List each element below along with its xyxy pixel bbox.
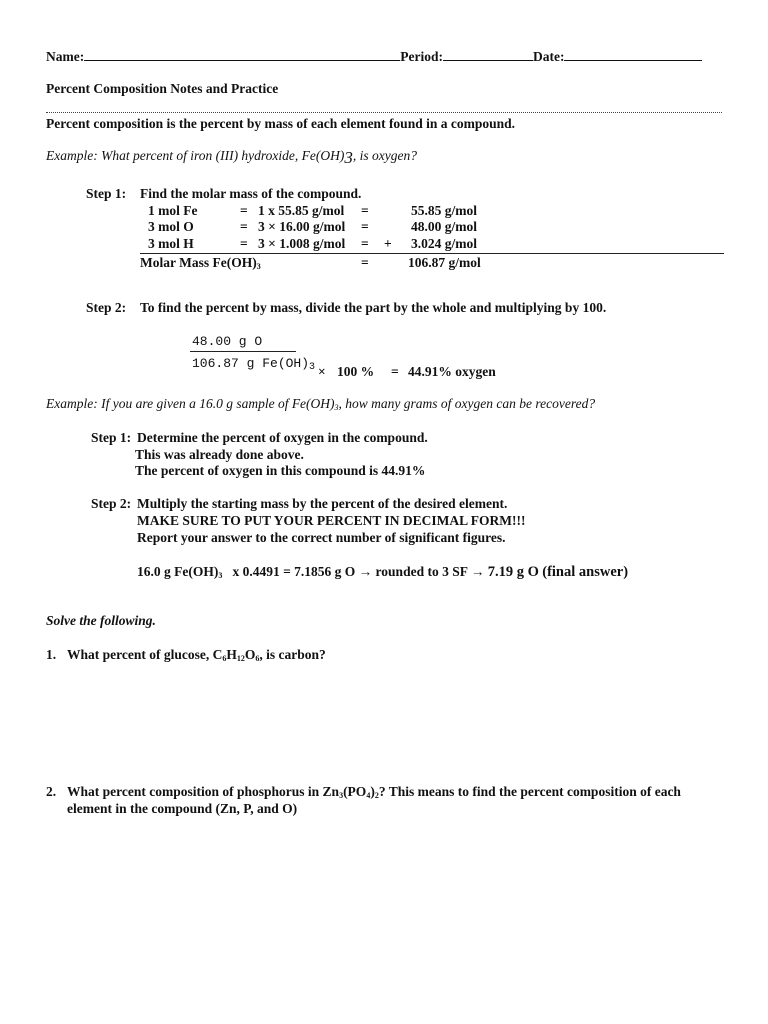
sum-rule: [140, 253, 724, 254]
definition-text: Percent composition is the percent by mass of each element found in a compound.: [46, 116, 515, 131]
row3-eq2: =: [361, 236, 369, 251]
total-label-text: Molar Mass Fe(OH): [140, 255, 257, 270]
example1-step2-text: To find the percent by mass, divide the part by the whole and multiplying by 100.: [140, 300, 607, 315]
question-2-text: [67, 784, 681, 800]
q2-s3: 2: [374, 791, 379, 800]
period-blank[interactable]: [443, 48, 533, 61]
example1-prompt-sub: 3: [344, 148, 353, 167]
row1-a: 1 mol Fe: [148, 203, 198, 218]
row2-b: 3 × 16.00 g/mol: [258, 219, 346, 234]
date-blank[interactable]: [564, 48, 702, 61]
period-label: Period:: [400, 49, 443, 64]
molar-mass-total-label: [140, 255, 261, 271]
calc-mid: x 0.4491 = 7.1856 g O → rounded to 3 SF →: [232, 564, 485, 579]
calc-final: 7.19 g O: [487, 564, 539, 580]
row3-eq1: =: [240, 236, 248, 251]
row1-c: 55.85 g/mol: [411, 203, 477, 218]
fraction-numerator: 48.00 g O: [192, 334, 263, 349]
row2-eq1: =: [240, 219, 248, 234]
question-2-text-line2: element in the compound (Zn, P, and O): [67, 801, 298, 816]
q2-s1: 3: [339, 791, 344, 800]
times-sign: ×: [318, 364, 326, 379]
fraction-denominator: [192, 356, 315, 371]
calc-pre: 16.0 g Fe(OH): [137, 564, 219, 579]
example2-step2-line2: MAKE SURE TO PUT YOUR PERCENT IN DECIMAL FORM!!!: [137, 513, 526, 528]
example2-step2-label: Step 2:: [91, 496, 132, 511]
molar-mass-total-value: 106.87 g/mol: [408, 255, 481, 270]
q1-post: , is carbon?: [259, 647, 326, 662]
example2-step2-line1: Multiply the starting mass by the percent of the desired element.: [137, 496, 508, 511]
q2-mid: (PO: [343, 784, 367, 799]
example2-step1-line1: Determine the percent of oxygen in the compound.: [137, 430, 428, 445]
header-fields: [46, 48, 702, 65]
row2-eq2: =: [361, 219, 369, 234]
example2-prompt-sub: 3: [334, 403, 339, 412]
row1-b: 1 x 55.85 g/mol: [258, 203, 345, 218]
result-eq: =: [391, 364, 399, 379]
name-label: Name:: [46, 49, 85, 64]
q2-pre: What percent composition of phosphorus in Zn: [67, 784, 340, 799]
total-label-sub: 3: [256, 262, 261, 271]
hundred-percent: 100 %: [337, 364, 375, 379]
page-title: Percent Composition Notes and Practice: [46, 81, 279, 96]
q1-o: O: [244, 647, 256, 662]
example2-step1-line3: The percent of oxygen in this compound is 44.91%: [135, 463, 426, 478]
result-value: 44.91% oxygen: [408, 364, 496, 379]
fraction-bar: [190, 351, 296, 352]
question-1-text: [67, 647, 326, 663]
row3-plus: +: [384, 236, 392, 251]
question-2-number: 2.: [46, 784, 57, 799]
q1-s2: 12: [236, 654, 245, 663]
name-blank[interactable]: [84, 48, 400, 61]
row1-eq1: =: [240, 203, 248, 218]
q2-s2: 4: [366, 791, 371, 800]
q1-h: H: [226, 647, 237, 662]
q2-post: ? This means to find the percent composition of each: [378, 784, 681, 799]
practice-heading: Solve the following.: [46, 613, 156, 628]
question-1-number: 1.: [46, 647, 57, 662]
row2-a: 3 mol O: [148, 219, 194, 234]
example2-prompt: [46, 396, 595, 412]
row3-a: 3 mol H: [148, 236, 194, 251]
example2-prompt-pre: Example: If you are given a 16.0 g sample of Fe(OH): [46, 396, 335, 411]
q2-close: ): [370, 784, 375, 799]
example2-step2-line3: Report your answer to the correct number of significant figures.: [137, 530, 506, 545]
example2-prompt-post: , how many grams of oxygen can be recovered?: [338, 396, 596, 411]
molar-mass-total-eq: =: [361, 255, 369, 270]
row1-eq2: =: [361, 203, 369, 218]
example1-step1-text: Find the molar mass of the compound.: [140, 186, 362, 201]
example1-step2-label: Step 2:: [86, 300, 127, 315]
example1-prompt-pre: Example: What percent of iron (III) hydroxide, Fe(OH): [46, 148, 345, 163]
date-label: Date:: [532, 49, 565, 64]
row3-c: 3.024 g/mol: [411, 236, 477, 251]
example1-step1-label: Step 1:: [86, 186, 127, 201]
q1-pre: What percent of glucose, C: [67, 647, 223, 662]
example2-calculation: [137, 564, 628, 581]
example2-step1-line2: This was already done above.: [135, 447, 304, 462]
example1-prompt-post: , is oxygen?: [352, 148, 418, 163]
calc-final-note: (final answer): [542, 564, 629, 580]
example2-step1-label: Step 1:: [91, 430, 132, 445]
calc-sub: 3: [218, 571, 223, 580]
example1-prompt: [46, 148, 417, 168]
denominator-sub: 3: [309, 362, 316, 373]
q1-s3: 6: [255, 654, 260, 663]
q1-s1: 6: [222, 654, 227, 663]
denominator-text: 106.87 g Fe(OH): [192, 356, 310, 371]
row2-c: 48.00 g/mol: [411, 219, 477, 234]
row3-b: 3 × 1.008 g/mol: [258, 236, 346, 251]
dotted-divider: [46, 112, 722, 113]
